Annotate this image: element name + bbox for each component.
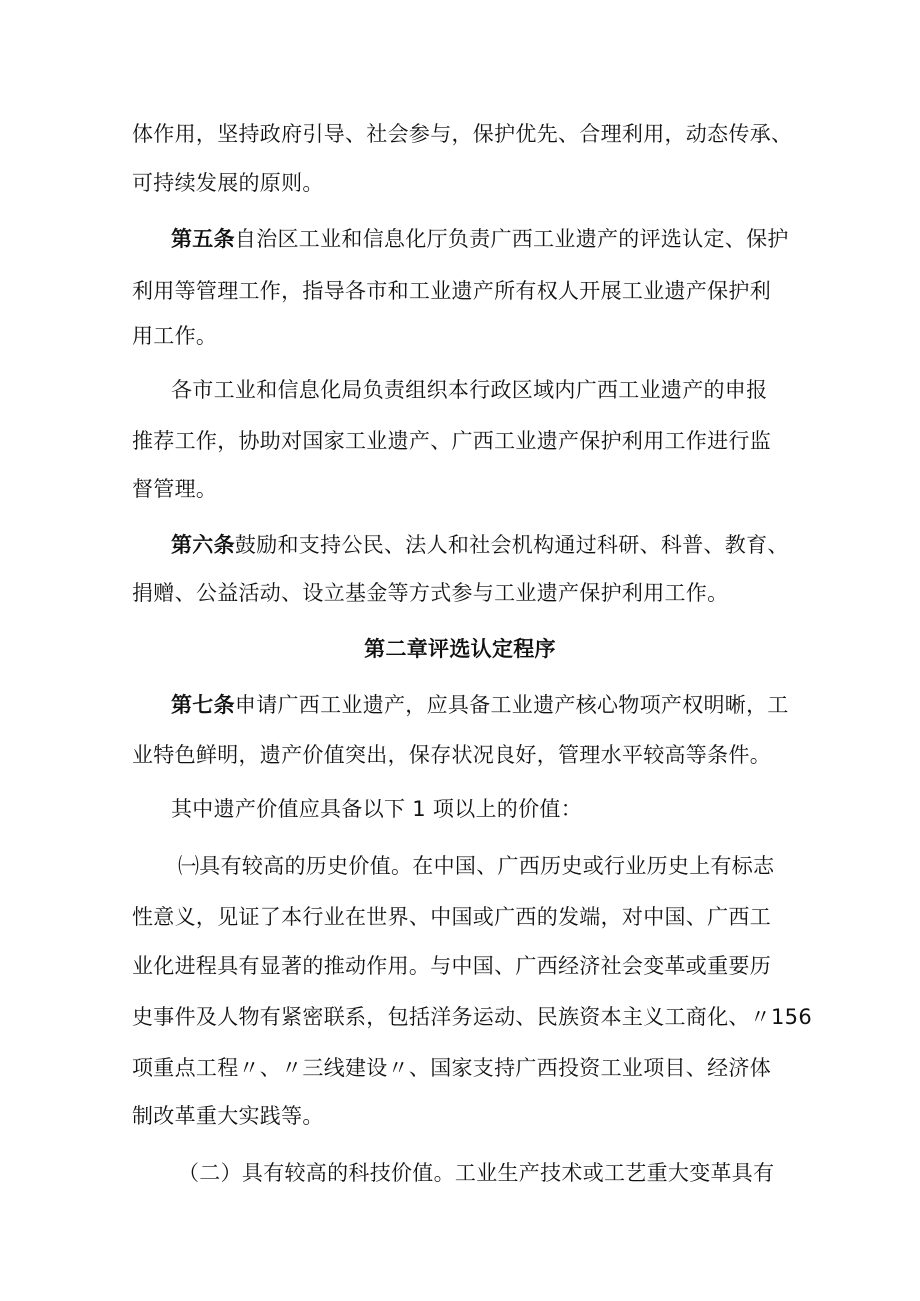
paragraph-line [171, 796, 582, 822]
line-text: 申请广西工业遗产，应具备工业遗产核心物项产权明晰，工 [234, 693, 789, 717]
line-text: 其中遗产价值应具备以下 1 项以上的价值： [171, 797, 583, 821]
paragraph-line [132, 1103, 324, 1129]
paragraph-line [132, 428, 771, 454]
paragraph-line [132, 476, 217, 502]
paragraph-line [132, 904, 771, 930]
paragraph-line [132, 121, 792, 147]
line-text: （二）具有较高的科技价值。工业生产技术或工艺重大变革具有 [178, 1161, 775, 1185]
line-text: 督管理。 [132, 477, 218, 501]
paragraph-line [132, 1004, 812, 1030]
line-text: 用工作。 [132, 324, 218, 348]
article-7-line [171, 692, 789, 718]
paragraph-line [132, 278, 771, 304]
paragraph-line [171, 377, 767, 403]
article-6-line [171, 532, 789, 558]
line-text: 体作用，坚持政府引导、社会参与，保护优先、合理利用，动态传承、 [132, 122, 793, 146]
line-text: 业特色鲜明，遗产价值突出，保存状况良好，管理水平较高等条件。 [132, 743, 771, 767]
paragraph-line [132, 953, 771, 979]
line-text: 制改革重大实践等。 [132, 1104, 324, 1128]
line-text: 各市工业和信息化局负责组织本行政区域内广西工业遗产的申报 [171, 378, 768, 402]
chapter-title: 第二章评选认定程序 [364, 637, 556, 661]
paragraph-line [132, 170, 324, 196]
line-text: 业化进程具有显著的推动作用。与中国、广西经济社会变革或重要历 [132, 954, 771, 978]
line-text: 史事件及人物有紧密联系，包括洋务运动、民族资本主义工商化、〃156 [132, 1005, 812, 1029]
paragraph-line [132, 580, 728, 606]
article-5-line [171, 226, 789, 252]
paragraph-line [132, 1055, 771, 1081]
article-number: 第七条 [171, 693, 235, 717]
paragraph-line [178, 853, 774, 879]
line-text: 推荐工作，协助对国家工业遗产、广西工业遗产保护利用工作进行监 [132, 429, 771, 453]
paragraph-line [132, 323, 217, 349]
article-number: 第五条 [171, 227, 235, 251]
line-text: 鼓励和支持公民、法人和社会机构通过科研、科普、教育、 [234, 533, 789, 557]
line-text: 捐赠、公益活动、设立基金等方式参与工业遗产保护利用工作。 [132, 581, 729, 605]
chapter-heading [0, 636, 920, 662]
line-text: 自治区工业和信息化厅负责广西工业遗产的评选认定、保护 [234, 227, 789, 251]
line-text: 项重点工程〃、〃三线建设〃、国家支持广西投资工业项目、经济体 [132, 1056, 771, 1080]
paragraph-line [178, 1160, 774, 1186]
paragraph-line [132, 742, 771, 768]
line-text: 性意义，见证了本行业在世界、中国或广西的发端，对中国、广西工 [132, 905, 771, 929]
article-number: 第六条 [171, 533, 235, 557]
line-text: ㈠具有较高的历史价值。在中国、广西历史或行业历史上有标志 [178, 854, 775, 878]
line-text: 可持续发展的原则。 [132, 171, 324, 195]
line-text: 利用等管理工作，指导各市和工业遗产所有权人开展工业遗产保护利 [132, 279, 771, 303]
